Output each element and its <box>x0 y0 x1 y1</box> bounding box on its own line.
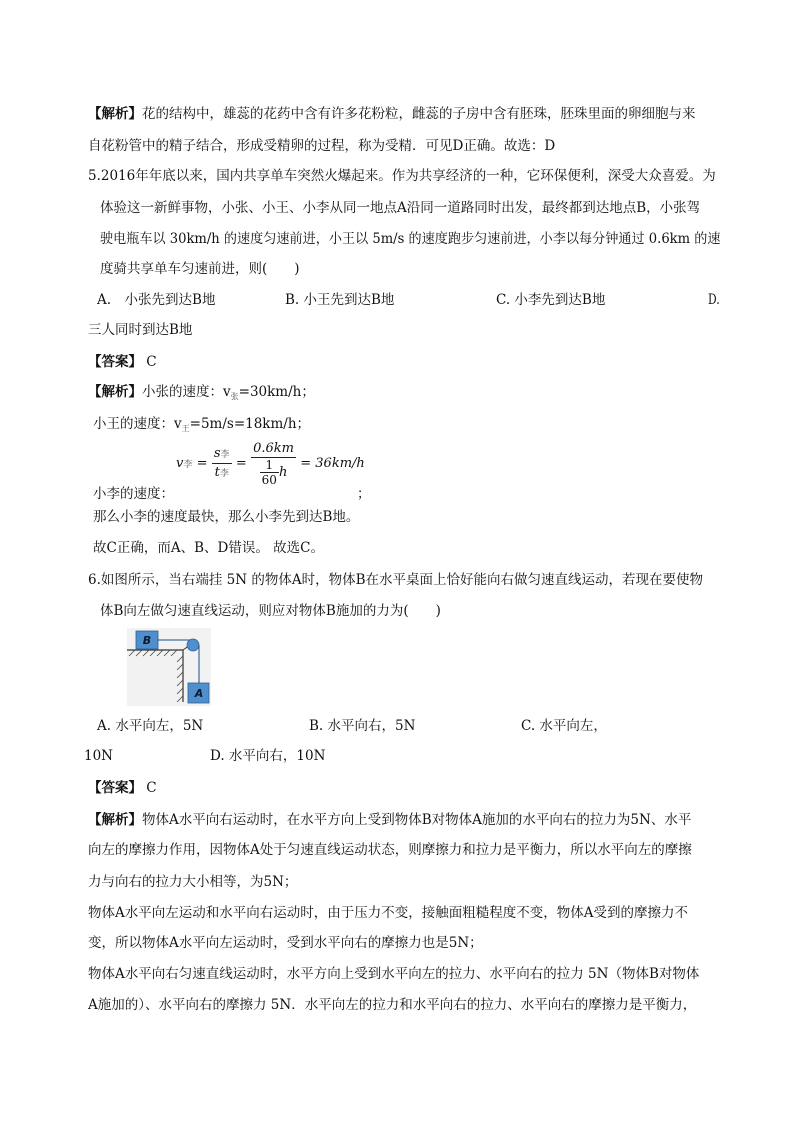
q6-analysis-line-6: 物体A水平向右匀速直线运动时，水平方向上受到水平向左的拉力、水平向右的拉力 5N（物体B对物体 <box>88 966 700 982</box>
fraction-distance-over-time: 0.6km $\frac{1}{60}$ h <box>253 441 294 487</box>
q6-option-a: A. 水平向左，5N <box>97 718 204 734</box>
pulley-figure <box>127 628 211 706</box>
q5-answer-value: C <box>146 354 157 370</box>
q5-analysis-wang: 小王的速度：$v_王=5m/s=18km/h$； <box>93 416 311 433</box>
q5-option-d: D. <box>708 292 720 308</box>
q6-stem-line-1: 6.如图所示，当右端挂 5N 的物体A时，物体B在水平桌面上恰好能向右做匀速直线运动，若现在要使物 <box>88 572 704 588</box>
q6-analysis-line-4: 物体A水平向左运动和水平向右运动时，由于压力不变，接触面粗糙程度不变，物体A受到的摩擦力不 <box>88 905 688 921</box>
q5-answer <box>88 352 157 372</box>
q5-option-a: A. 小张先到达B地 <box>97 292 216 308</box>
block-b-label: B <box>142 634 152 647</box>
fraction-s-over-t: $\frac{\text{s李}}{\text{t李}}$ <box>213 446 230 480</box>
q6-answer-value: C <box>146 780 157 796</box>
q6-option-c-cont: 10N <box>84 748 113 764</box>
block-a-label: A <box>194 687 204 700</box>
q6-answer <box>88 778 157 798</box>
q4-analysis-tag: 【解析】 <box>88 106 142 122</box>
q5-stem-line-4: 度骑共享单车匀速前进，则( ) <box>100 261 300 277</box>
q4-analysis-line-2: 自花粉管中的精子结合，形成受精卵的过程，称为受精．可见D正确。故选：D <box>88 138 556 154</box>
q5-analysis-zhang: 【解析】小张的速度：$v_张=30km/h$； <box>88 384 315 401</box>
q6-analysis-line-1: 【解析】物体A水平向右运动时，在水平方向上受到物体B对物体A施加的水平向右的拉力为5N、水平 <box>88 812 692 828</box>
q5-stem-line-3: 驶电瓶车以 30km/h 的速度匀速前进，小王以 5m/s 的速度跑步匀速前进，小李以每分钟通过 0.6km 的速 <box>100 231 721 247</box>
q5-option-d-text: 三人同时到达B地 <box>88 322 193 338</box>
q5-stem-line-2: 体验这一新鲜事物，小张、小王、小李从同一地点A沿同一道路同时出发，最终都到达地点B，小张驾 <box>100 200 701 216</box>
q6-answer-tag: 【答案】 <box>88 780 142 796</box>
q5-conclusion-1: 那么小李的速度最快，那么小李先到达B地。 <box>93 509 360 525</box>
q5-analysis-tag: 【解析】 <box>88 384 142 400</box>
q5-option-c: C. 小李先到达B地 <box>496 292 606 308</box>
q6-analysis-line-3: 力与向右的拉力大小相等，为5N； <box>88 874 298 890</box>
q6-analysis-line-2: 向左的摩擦力作用，因物体A处于匀速直线运动状态，则摩擦力和拉力是平衡力，所以水平向左的摩擦 <box>88 842 692 858</box>
q6-analysis-line-5: 变，所以物体A水平向左运动时，受到水平向右的摩擦力也是5N； <box>88 935 483 951</box>
q5-speed-formula: v李 = $\frac{\text{s李}}{\text{t李}}$ = 0.6km $\frac{1}{60}$ h = 36km/h <box>176 441 365 487</box>
q5-analysis-li-end: ； <box>357 486 371 502</box>
fraction-one-sixtieth: $\frac{1}{60}$ <box>261 458 277 487</box>
q4-analysis-line-1: 【解析】花的结构中，雄蕊的花药中含有许多花粉粒，雌蕊的子房中含有胚珠，胚珠里面的卵细胞与来 <box>88 106 696 122</box>
q5-answer-tag: 【答案】 <box>88 354 142 370</box>
q6-stem-line-2: 体B向左做匀速直线运动，则应对物体B施加的力为( ) <box>100 603 441 619</box>
q5-stem-line-1: 5.2016年年底以来，国内共享单车突然火爆起来。作为共享经济的一种，它环保便利，深受大众喜爱。为 <box>88 168 716 184</box>
q6-analysis-tag: 【解析】 <box>88 812 142 828</box>
q6-option-d: D. 水平向右，10N <box>210 748 326 764</box>
q5-conclusion-2: 故C正确，而A、B、D错误。 故选C。 <box>93 540 324 556</box>
q5-option-b: B. 小王先到达B地 <box>285 292 395 308</box>
pulley <box>187 639 199 651</box>
q5-analysis-li-label: 小李的速度： <box>93 486 174 502</box>
q6-option-b: B. 水平向右，5N <box>309 718 416 734</box>
q6-analysis-line-7: A施加的）、水平向右的摩擦力 5N．水平向左的拉力和水平向右的拉力、水平向右的摩擦力是平衡力， <box>88 997 697 1013</box>
q6-option-c: C. 水平向左， <box>521 718 607 734</box>
